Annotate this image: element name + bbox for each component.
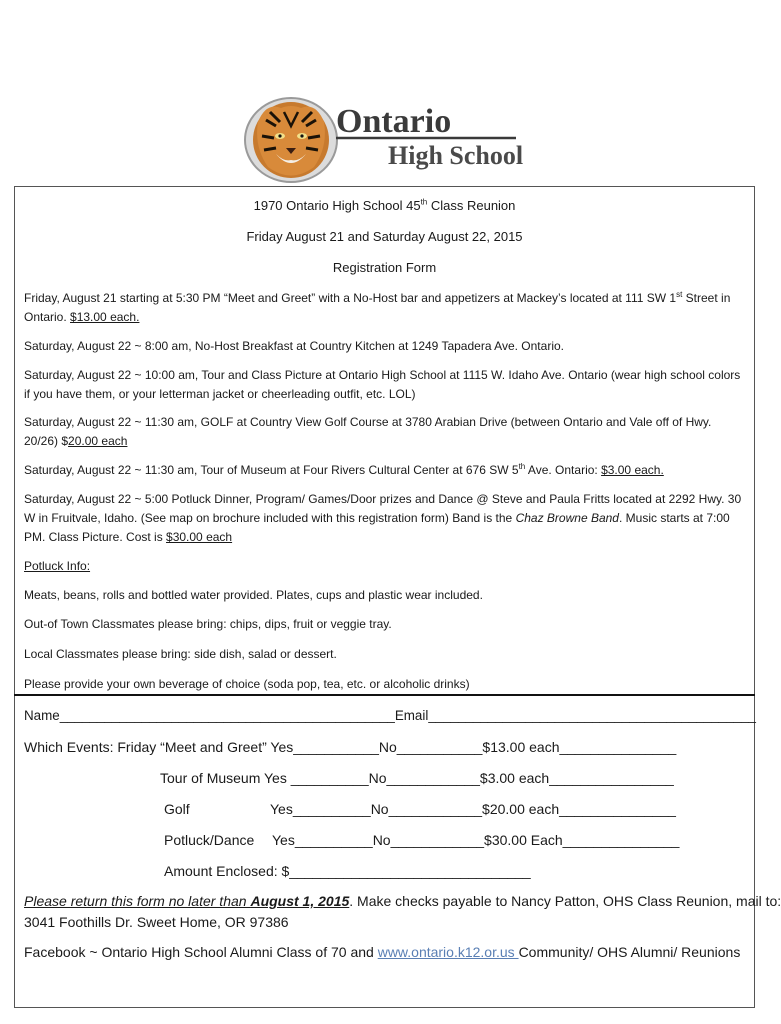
event-meet-greet: Friday, August 21 starting at 5:30 PM “Meet and Greet” with a No-Host bar and appetizers at Mackey’s located at 111 SW 1st Street in Ontario. $13.00 each. [24,290,731,324]
reunion-dates: Friday August 21 and Saturday August 22, 2015 [246,229,523,244]
potluck-field[interactable]: Yes__________No____________$30.00 Each_______________ [272,832,680,848]
logo-line1: Ontario [336,103,452,140]
reunion-title: 1970 Ontario High School 45th Class Reunion [253,197,516,213]
logo-line2: High School [388,141,524,170]
museum-field[interactable]: Tour of Museum Yes __________No____________$3.00 each________________ [160,770,674,786]
section-divider [14,694,755,696]
potluck-label: Potluck/Dance [164,832,255,848]
school-logo [236,92,536,184]
potluck-local: Local Classmates please bring: side dish, salad or dessert. [24,647,337,661]
name-email-field[interactable]: Name_____________________________________________Email____________________________________________ [24,708,757,723]
potluck-provided: Meats, beans, rolls and bottled water provided. Plates, cups and plastic wear included. [24,588,483,602]
tiger-icon [253,102,329,178]
golf-field[interactable]: Yes__________No____________$20.00 each_______________ [270,801,676,817]
event-museum: Saturday, August 22 ~ 11:30 am, Tour of Museum at Four Rivers Cultural Center at 676 SW 5th Ave. Ontario: $3.00 each. [24,462,664,477]
event-tour-picture: Saturday, August 22 ~ 10:00 am, Tour and Class Picture at Ontario High School at 1115 W. Idaho Ave. Ontario (wear high school colors if you have them, or your letterman jacket or cheerleading outfit, etc. LOL) [24,368,741,401]
event-breakfast: Saturday, August 22 ~ 8:00 am, No-Host Breakfast at Country Kitchen at 1249 Tapadera Ave. Ontario. [24,339,564,353]
potluck-heading: Potluck Info: [24,559,91,573]
potluck-out-of-town: Out-of Town Classmates please bring: chips, dips, fruit or veggie tray. [24,617,392,631]
event-golf: Saturday, August 22 ~ 11:30 am, GOLF at Country View Golf Course at 3780 Arabian Drive (between Ontario and Vale off of Hwy. 20/26) $20.00 each [24,415,712,448]
form-title: Registration Form [332,260,437,275]
amount-enclosed-field[interactable]: Amount Enclosed: $_______________________________ [164,863,531,879]
facebook-info: Facebook ~ Ontario High School Alumni Class of 70 and www.ontario.k12.or.us Community/ OHS Alumni/ Reunions [24,944,741,960]
friday-event-field[interactable]: Which Events: Friday “Meet and Greet” Yes___________No___________$13.00 each_______________ [24,739,677,755]
potluck-beverage: Please provide your own beverage of choice (soda pop, tea, etc. or alcoholic drinks) [24,677,470,691]
golf-label: Golf [164,801,190,817]
event-potluck-dinner: Saturday, August 22 ~ 5:00 Potluck Dinner, Program/ Games/Door prizes and Dance @ Steve and Paula Fritts located at 2292 Hwy. 30 W in Fruitvale, Idaho. (See map on brochure included with this registration form) Band is the Chaz Browne Band. Music starts at 7:00 PM. Class Picture. Cost is $30.00 each [24,492,742,544]
website-link[interactable]: www.ontario.k12.or.us [377,944,519,960]
mailing-address: 3041 Foothills Dr. Sweet Home, OR 97386 [24,914,289,930]
return-instructions: Please return this form no later than August 1, 2015. Make checks payable to Nancy Patton, OHS Class Reunion, mail to: [24,893,781,909]
